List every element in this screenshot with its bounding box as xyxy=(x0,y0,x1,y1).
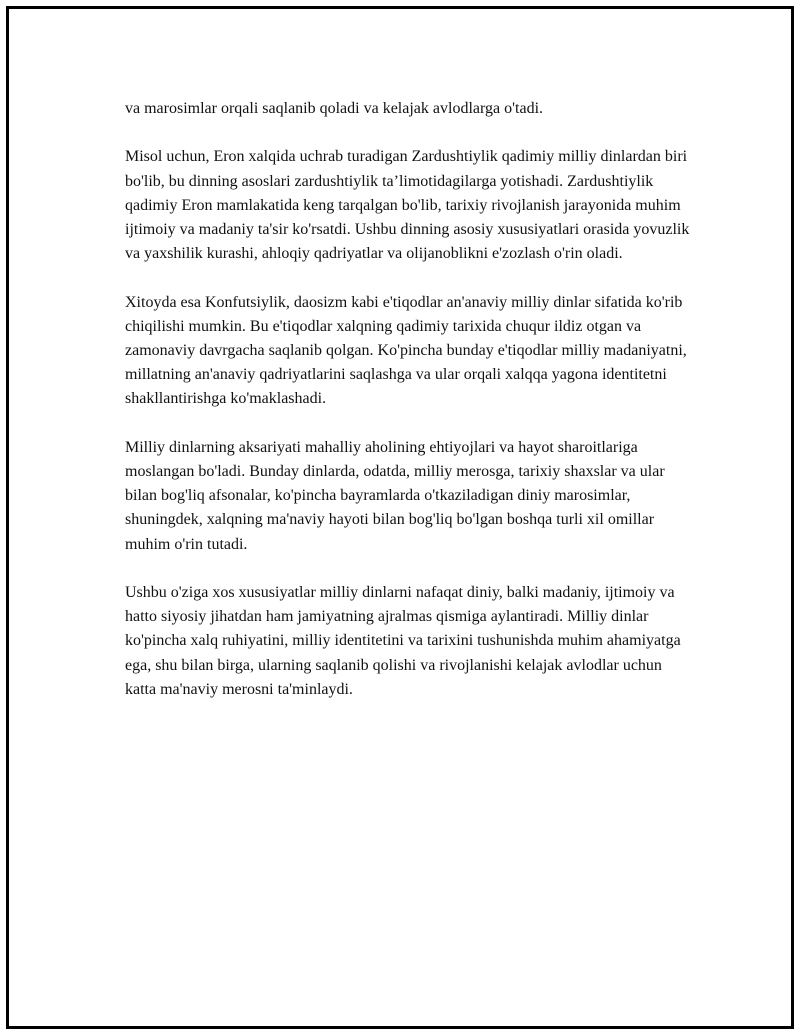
page-frame xyxy=(6,6,794,1029)
paragraph-5: Ushbu o'ziga xos xususiyatlar milliy dinlarni nafaqat diniy, balki madaniy, ijtimoiy va hatto siyosiy jihatdan ham jamiyatning ajralmas qismiga aylantiradi. Milliy dinlar ko'pincha xalq ruhiyatini, milliy identitetini va tarixini tushunishda muhim ahamiyatga ega, shu bilan birga, ularning saqlanib qolishi va rivojlanishi kelajak avlodlar uchun katta ma'naviy merosni ta'minlaydi. xyxy=(125,584,681,698)
paragraph-4: Milliy dinlarning aksariyati mahalliy aholining ehtiyojlari va hayot sharoitlariga moslangan bo'ladi. Bunday dinlarda, odatda, milliy merosga, tarixiy shaxslar va ular bilan bog'liq afsonalar, ko'pincha bayramlarda o'tkaziladigan diniy marosimlar, shuningdek, xalqning ma'naviy hayoti bilan bog'liq bo'lgan boshqa turli xil omillar muhim o'rin tutadi. xyxy=(125,438,665,553)
paragraph-2: Misol uchun, Eron xalqida uchrab turadigan Zardushtiylik qadimiy milliy dinlardan biri bo'lib, bu dinning asoslari zardushtiylik ta’limotidagilarga yotishadi. Zardushtiylik qadimiy Eron mamlakatida keng tarqalgan bo'lib, tarixiy rivojlanish jarayonida muhim ijtimoiy va madaniy ta'sir ko'rsatdi. Ushbu dinning asosiy xususiyatlari orasida yovuzlik va yaxshilik kurashi, ahloqiy qadriyatlar va olijanoblikni e'zozlash o'rin oladi. xyxy=(125,148,690,263)
paragraph-1: va marosimlar orqali saqlanib qoladi va kelajak avlodlarga o'tadi. xyxy=(125,100,544,117)
page-body xyxy=(125,97,695,726)
paragraph-3: Xitoyda esa Konfutsiylik, daosizm kabi e'tiqodlar an'anaviy milliy dinlar sifatida ko'rib chiqilishi mumkin. Bu e'tiqodlar xalqning qadimiy tarixida chuqur ildiz otgan va zamonaviy davrgacha saqlanib qolgan. Ko'pincha bunday e'tiqodlar milliy madaniyatni, millatning an'anaviy qadriyatlarini saqlashga va ular orqali xalqqa yagona identitetni shakllantirishga ko'maklashadi. xyxy=(125,293,687,408)
